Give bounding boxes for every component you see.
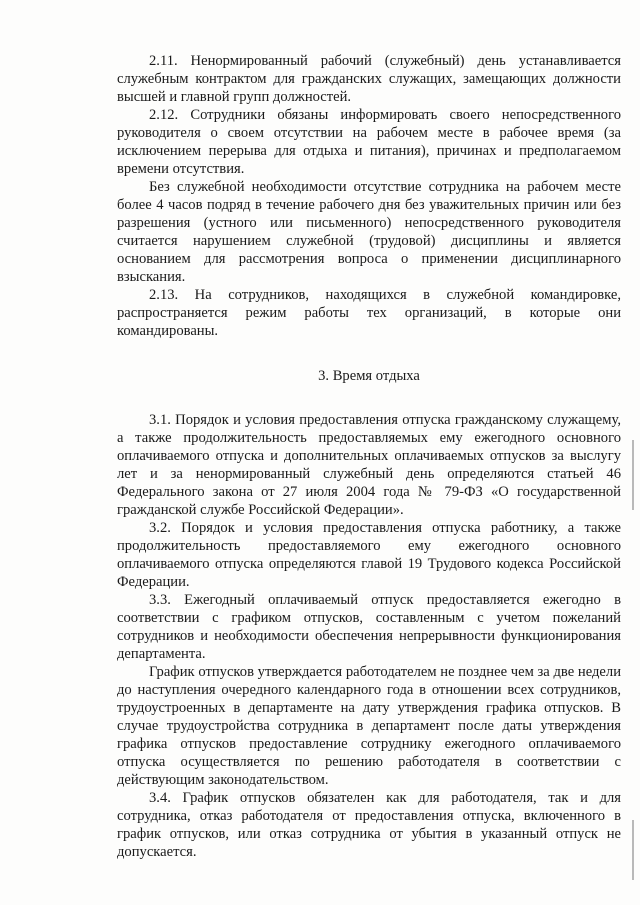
paragraph-vacation-schedule: График отпусков утверждается работодателем не позднее чем за две недели до наступления очередного календарного года в отношении всех сотрудников, трудоустроенных в департаменте на дату утверждения графика отпусков. В случае трудоустройства сотрудника в департамент после даты утверждения графика отпусков предоставление сотруднику ежегодного оплачиваемого отпуска осуществляется по решению работодателя в соответствии с действующим законодательством. (117, 664, 621, 788)
paragraph-2-13: 2.13. На сотрудников, находящихся в служебной командировке, распространяется режим работы тех организаций, в которые они командированы. (117, 287, 621, 339)
paragraph-3-4: 3.4. График отпусков обязателен как для работодателя, так и для сотрудника, отказ работодателя от предоставления отпуска, включенного в график отпусков, или отказ сотрудника от убытия в указанный отпуск не допускается. (117, 790, 621, 860)
scan-edge-mark (632, 440, 634, 510)
scan-edge-mark (632, 820, 634, 880)
document-body (117, 52, 621, 861)
paragraph-3-3: 3.3. Ежегодный оплачиваемый отпуск предоставляется ежегодно в соответствии с графиком отпусков, составленным с учетом пожеланий сотрудников и необходимости обеспечения непрерывности функционирования департамента. (117, 592, 621, 662)
paragraph-2-11: 2.11. Ненормированный рабочий (служебный) день устанавливается служебным контрактом для гражданских служащих, замещающих должности высшей и главной групп должностей. (117, 53, 621, 105)
paragraph-3-1: 3.1. Порядок и условия предоставления отпуска гражданскому служащему, а также продолжительность предоставляемых ему ежегодного основного оплачиваемого отпуска и дополнительных оплачиваемых отпусков за выслугу лет и за ненормированный служебный день определяются статьей 46 Федерального закона от 27 июля 2004 года № 79-ФЗ «О государственной гражданской службе Российской Федерации». (117, 412, 621, 518)
paragraph-3-2: 3.2. Порядок и условия предоставления отпуска работнику, а также продолжительность предоставляемого ему ежегодного основного оплачиваемого отпуска определяются главой 19 Трудового кодекса Российской Федерации. (117, 520, 621, 590)
paragraph-absence-rule: Без служебной необходимости отсутствие сотрудника на рабочем месте более 4 часов подряд в течение рабочего дня без уважительных причин или без разрешения (устного или письменного) непосредственного руководителя считается нарушением служебной (трудовой) дисциплины и является основанием для рассмотрения вопроса о применении дисциплинарного взыскания. (117, 179, 621, 285)
paragraph-2-12: 2.12. Сотрудники обязаны информировать своего непосредственного руководителя о своем отсутствии на рабочем месте в рабочее время (за исключением перерыва для отдыха и питания), причинах и предполагаемом времени отсутствия. (117, 107, 621, 177)
section-heading: 3. Время отдыха (318, 368, 420, 384)
